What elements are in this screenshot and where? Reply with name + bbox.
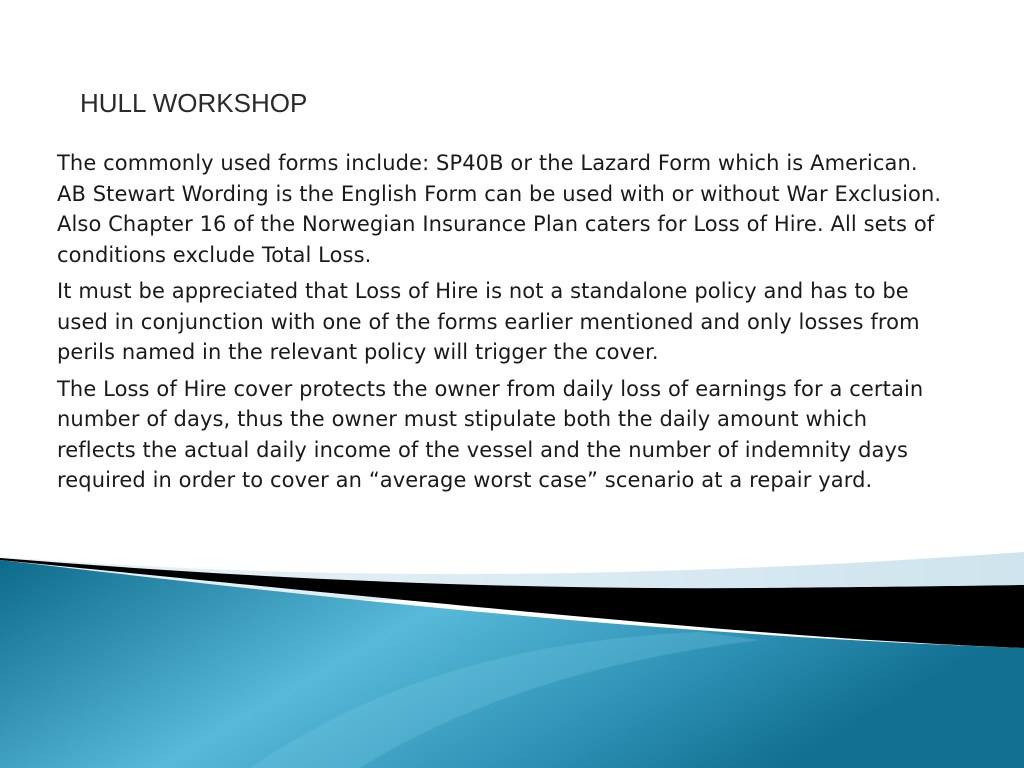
paragraph-standalone: It must be appreciated that Loss of Hire is not a standalone policy and has to be used in conjunction with one of the forms earlier mentioned and only losses from perils named in the relevant policy will trigger the cover. xyxy=(57,279,920,364)
slide-title: HULL WORKSHOP xyxy=(80,88,308,118)
paragraph-cover: The Loss of Hire cover protects the owner from daily loss of earnings for a certain number of days, thus the owner must stipulate both the daily amount which reflects the actual daily income of the vessel and the number of indemnity days required in order to cover an “average worst case” scenario at a repair yard. xyxy=(57,376,924,492)
paragraph-forms: The commonly used forms include: SP40B or the Lazard Form which is American. AB Stewart Wording is the English Form can be used with or without War Exclusion. Also Chapter 16 of the Norwegian Insurance Plan caters for Loss of Hire. All sets of conditions exclude Total Loss. xyxy=(57,151,942,267)
slide-body xyxy=(57,148,947,502)
